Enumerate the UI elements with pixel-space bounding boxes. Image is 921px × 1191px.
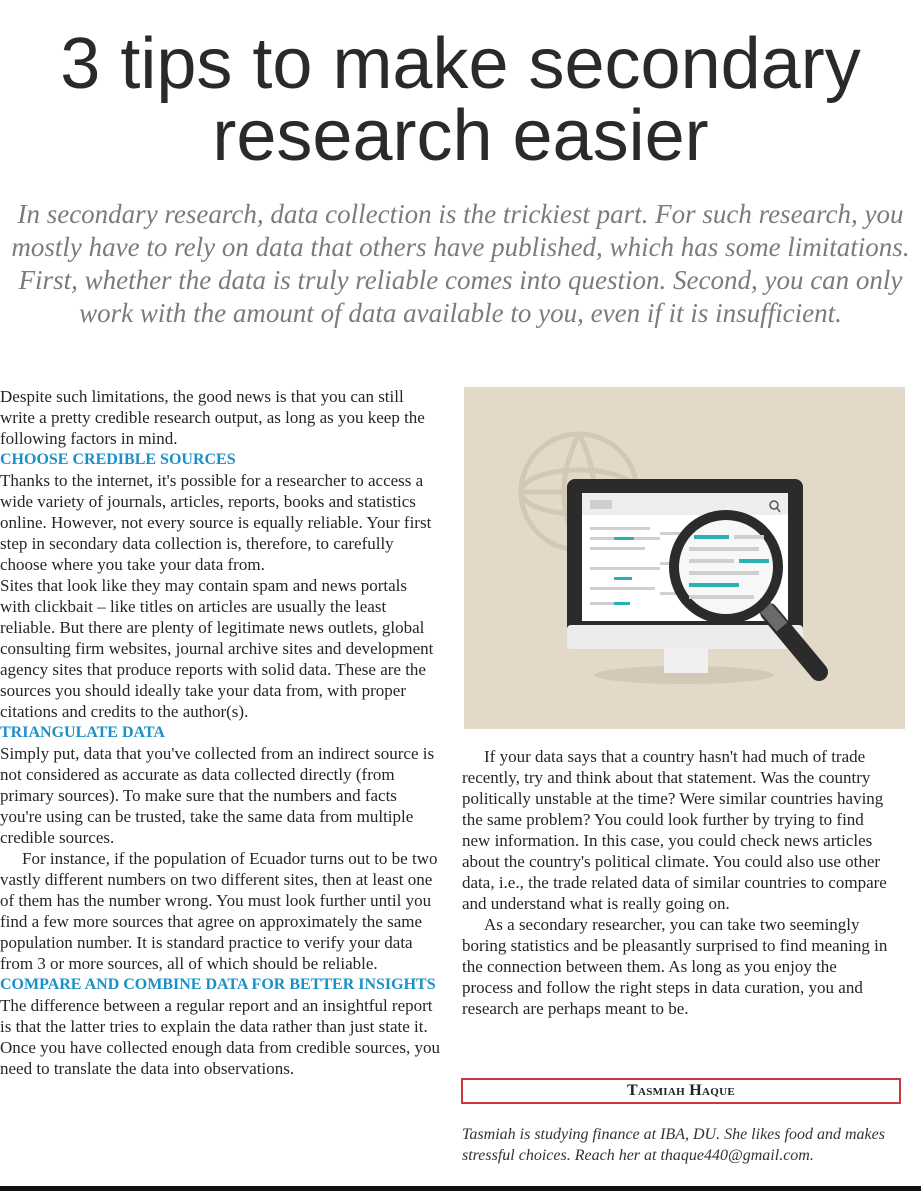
right-column	[462, 746, 890, 1019]
bottom-divider	[0, 1186, 921, 1191]
author-bio: Tasmiah is studying finance at IBA, DU. She likes food and makes stressful choices. Reach her at thaque440@gmail.com.	[462, 1126, 885, 1164]
article-title	[0, 24, 921, 176]
paragraph: If your data says that a country hasn't had much of trade recently, try and think about that statement. Was the country politically unstable at the time? Were similar countries having the same problem? You could look further by trying to find new information. In this case, you could check news articles about the country's political climate. You could also use other data, i.e., the trade related data of similar countries to compare and understand what is really going on.	[462, 747, 887, 913]
section-heading: TRIANGULATE DATA	[0, 724, 165, 741]
paragraph: As a secondary researcher, you can take two seemingly boring statistics and be pleasantly surprised to find meaning in the connection between them. As long as you enjoy the process and follow the right steps in data curation, you and research are perhaps meant to be.	[462, 915, 888, 1018]
article-intro: In secondary research, data collection is the trickiest part. For such research, you mostly have to rely on data that others have published, which has some limitations. First, whether the data is truly reliable comes into question. Second, you can only work with the amount of data available to you, even if it is insufficient.	[11, 199, 910, 328]
title-line-2: research easier	[212, 96, 709, 176]
paragraph: Sites that look like they may contain spam and news portals with clickbait – like titles on articles are usually the least reliable. But there are plenty of legitimate news outlets, global consulting firm websites, journal archive sites and development agency sites that produce reports with solid data. These are the sources you should ideally take your data from, with proper citations and credits to the author(s).	[0, 576, 434, 721]
author-byline: Tasmiah Haque	[461, 1078, 901, 1104]
title-line-1: 3 tips to make secondary	[60, 24, 861, 104]
paragraph: For instance, if the population of Ecuador turns out to be two vastly different numbers on two different sites, then at least one of them has the number wrong. You must look further until you find a few more sources that agree on approximately the same population number. It is standard practice to verify your data from 3 or more sources, all of which should be reliable.	[0, 849, 438, 973]
illustration	[464, 387, 905, 729]
paragraph: Despite such limitations, the good news is that you can still write a pretty credible research output, as long as you keep the following factors in mind.	[0, 387, 425, 448]
left-column	[0, 386, 440, 1079]
paragraph: Simply put, data that you've collected from an indirect source is not considered as accurate as data collected directly (from primary sources). To make sure that the numbers and facts you're using can be trusted, take the same data from multiple credible sources.	[0, 744, 435, 847]
section-heading: COMPARE AND COMBINE DATA FOR BETTER INSIGHTS	[0, 976, 436, 993]
paragraph: Thanks to the internet, it's possible for a researcher to access a wide variety of journals, articles, reports, books and statistics online. However, not every source is equally reliable. Your first step in secondary data collection is, therefore, to carefully choose where you take your data from.	[0, 471, 432, 574]
section-heading: CHOOSE CREDIBLE SOURCES	[0, 451, 236, 468]
paragraph: The difference between a regular report and an insightful report is that the latter tries to explain the data rather than just state it. Once you have collected enough data from credible sources, you need to translate the data into observations.	[0, 996, 440, 1078]
